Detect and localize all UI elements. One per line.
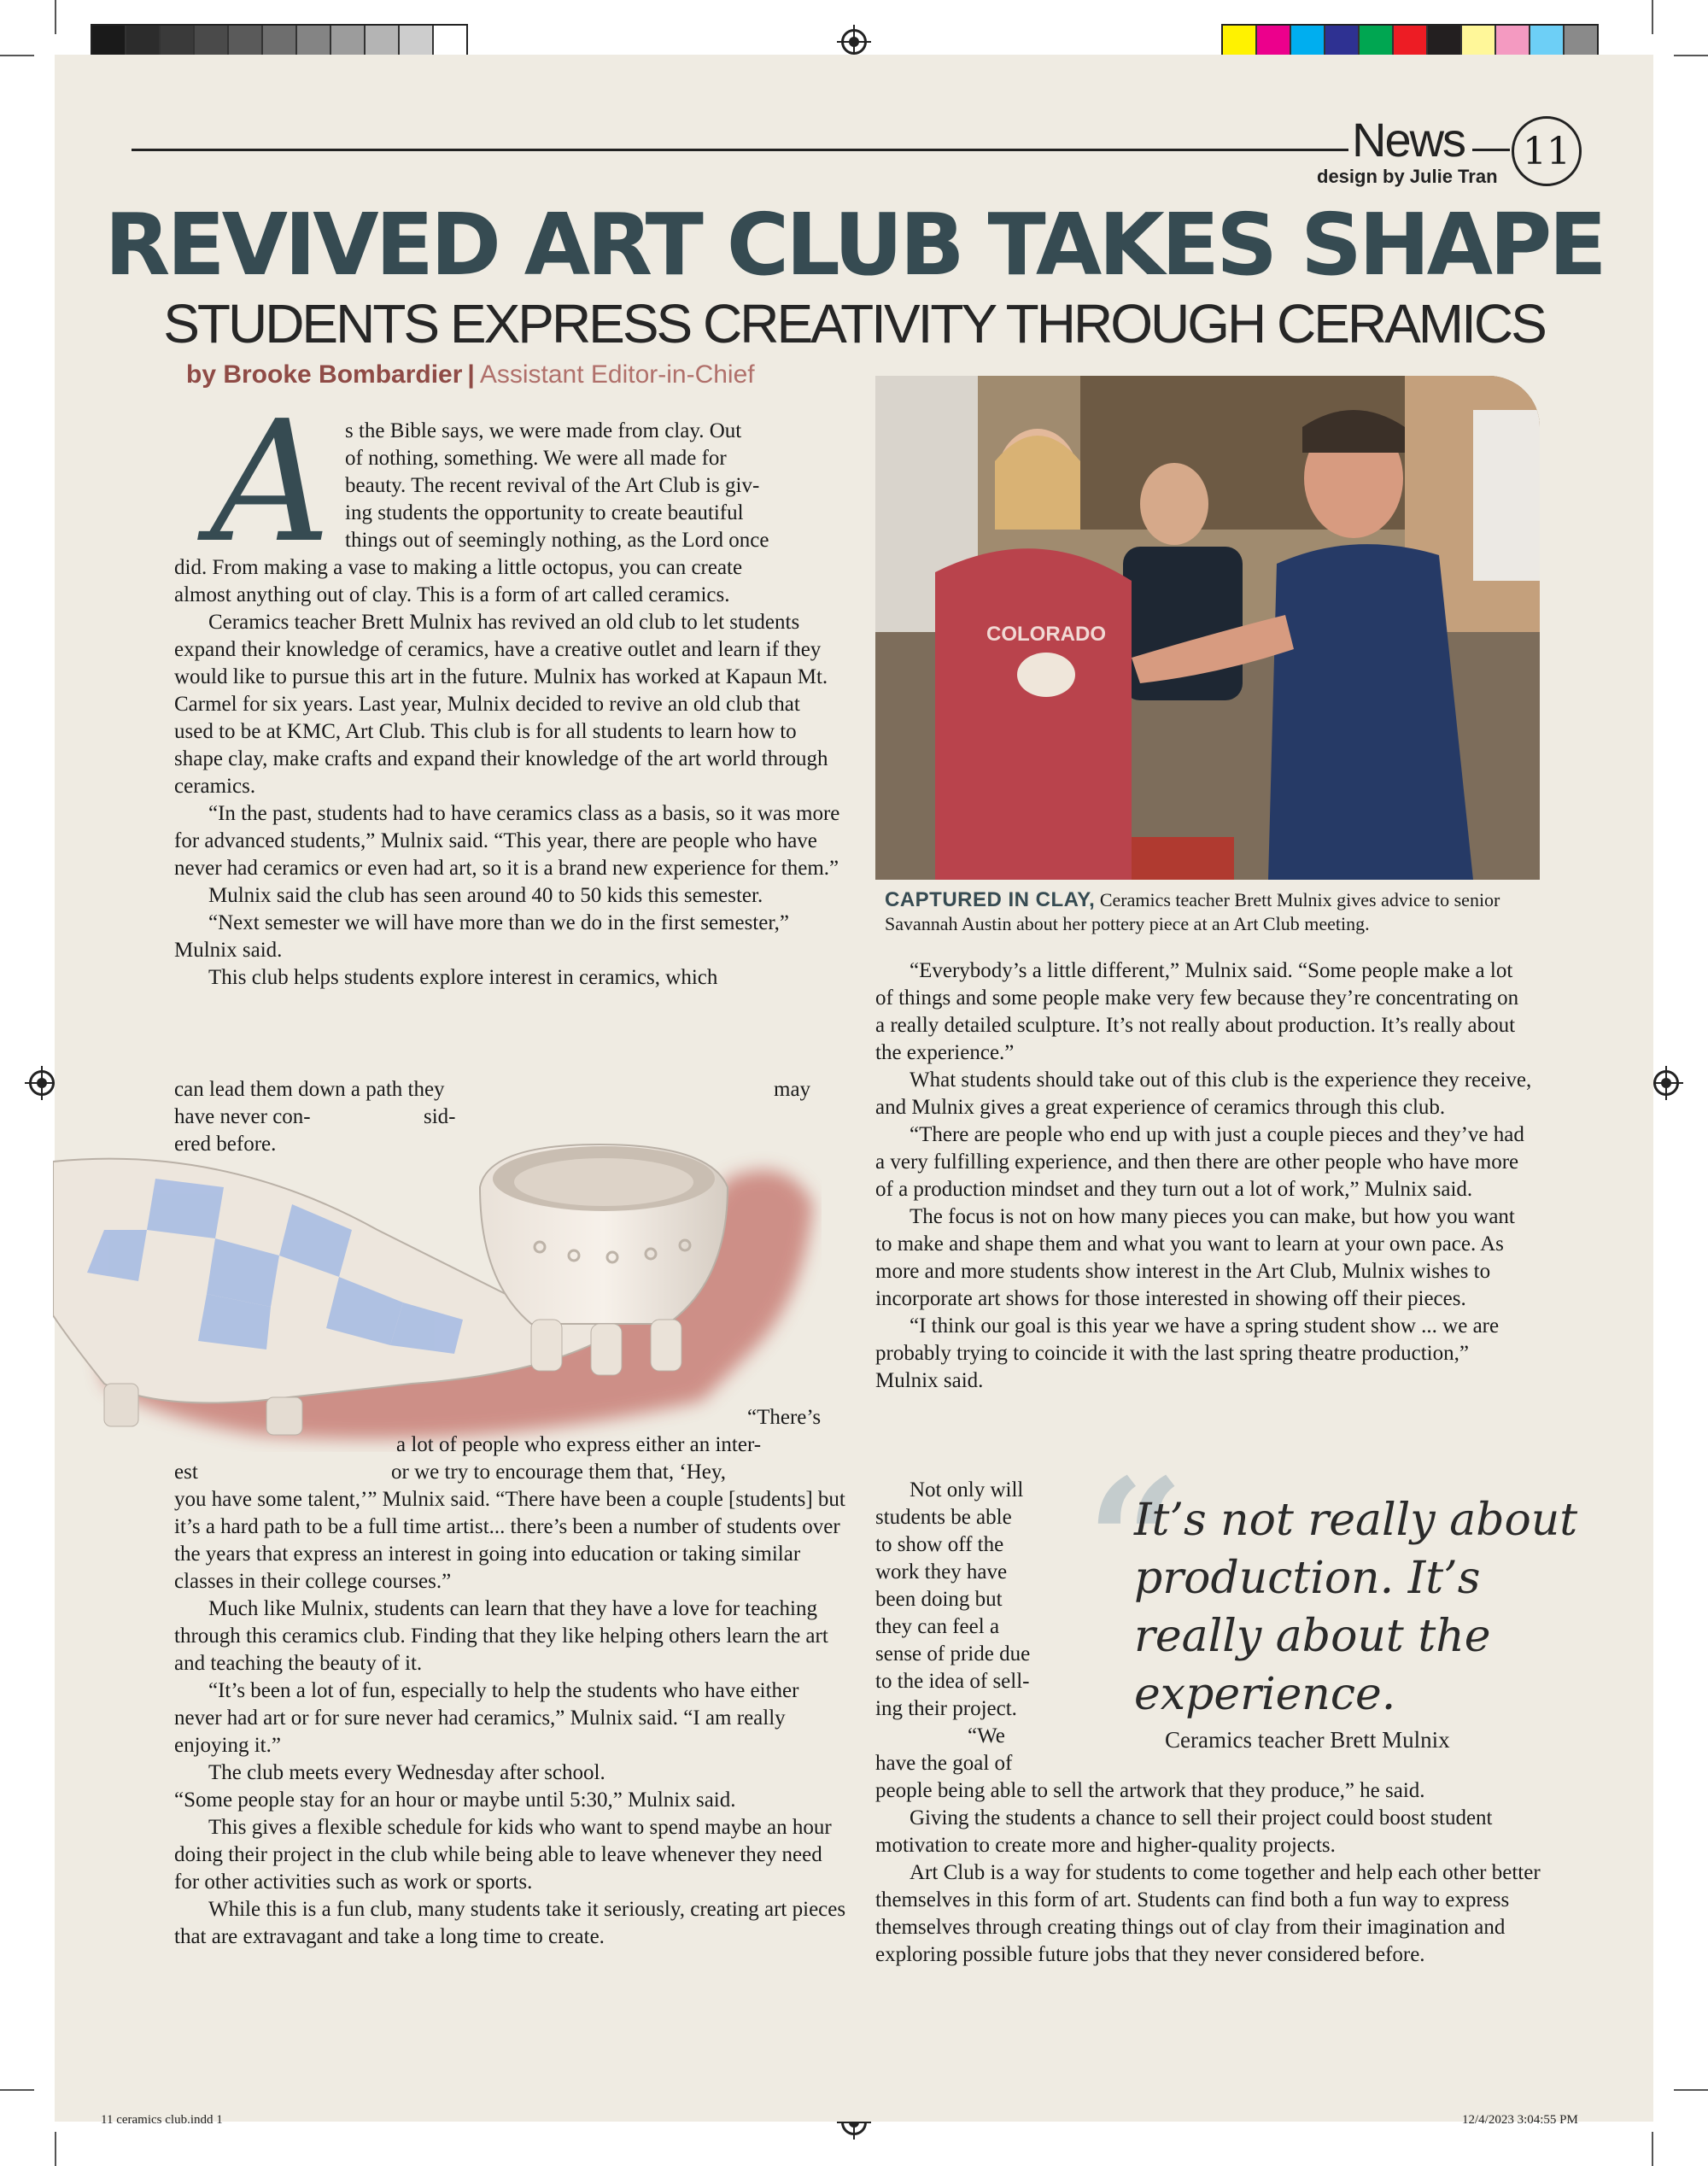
wrap-line: sid- <box>424 1105 456 1128</box>
right-column-narrow <box>875 1477 1097 1777</box>
wrap-line: have never con- <box>174 1105 311 1128</box>
article-paragraph: “Everybody’s a little different,” Mulnix said. “Some people make a lot of things and some people make very few because they’re concentrating on a really detailed sculpture. It’s not really about production. It’s really about the experience.” <box>875 959 1519 1064</box>
article-line: This club helps students explore interest in ceramics, which <box>208 966 718 989</box>
crop-mark <box>55 0 56 34</box>
design-credit: design by Julie Tran <box>1317 166 1498 187</box>
registration-mark-right <box>1653 1070 1679 1096</box>
plate-foot <box>104 1384 138 1426</box>
wrap-line: can lead them down a path they <box>174 1078 445 1101</box>
shirt-text: COLORADO <box>986 623 1106 646</box>
crop-mark <box>1674 2089 1708 2091</box>
article-paragraph: This gives a flexible schedule for kids who want to spend maybe an hour doing their project in the club while being able to leave whenever they need for other activities such as work or sports. <box>174 1816 832 1894</box>
article-paragraph: Art Club is a way for students to come together and help each other better themselves in this form of art. Students can find both a fun way to express themselves through creating things out of clay from their imagination and exploring possible future jobs that they never considered before. <box>875 1861 1541 1966</box>
article-line: Not only will <box>910 1478 1024 1502</box>
pull-quote: It’s not really about production. It’s really about the experience. <box>1134 1495 1578 1720</box>
article-paragraph: “Next semester we will have more than we do in the first semester,” Mulnix said. <box>174 911 790 962</box>
article-line: they can feel a <box>875 1615 1000 1638</box>
article-line: beauty. The recent revival of the Art Club is giv- <box>345 474 760 497</box>
caption-text: Ceramics teacher Brett Mulnix gives advice to senior Savannah Austin about her pottery piece at an Art Club meeting. <box>885 889 1500 934</box>
article-line: things out of seemingly nothing, as the Lord once <box>345 529 769 552</box>
byline-role: Assistant Editor-in-Chief <box>479 360 755 389</box>
bowl-foot <box>531 1320 562 1371</box>
article-line: s the Bible says, we were made from clay. Out <box>345 419 742 442</box>
subheadline: STUDENTS EXPRESS CREATIVITY THROUGH CERAMICS <box>163 293 1545 354</box>
page-number: 11 <box>1512 116 1582 186</box>
article-line: ing their project. <box>875 1697 1017 1720</box>
section-label: News <box>1352 113 1465 167</box>
article-paragraph: “There are people who end up with just a couple pieces and they’ve had a very fulfilling experience, and then there are other people who have more of a production mindset and they turn out a lot of work,” Mulnix said. <box>875 1123 1524 1201</box>
photo-caption <box>885 888 1542 936</box>
byline-author: by Brooke Bombardier <box>186 360 463 389</box>
headline: REVIVED ART CLUB TAKES SHAPE <box>104 195 1604 295</box>
article-line: people being able to sell the artwork that they produce,” he said. <box>875 1779 1425 1802</box>
wrap-line: a lot of people who express either an inter- <box>396 1433 762 1456</box>
article-paragraph: “In the past, students had to have ceramics class as a basis, so it was more for advanced students,” Mulnix said. “This year, there are people who have never had ceramics or even had art, so it is a brand new experience for them.” <box>174 802 840 880</box>
wrap-line: est <box>174 1461 198 1484</box>
club-meeting-photo <box>875 376 1540 880</box>
article-paragraph: “It’s been a lot of fun, especially to help the students who have either never had art or for sure never had ceramics,” Mulnix said. “I am really enjoying it.” <box>174 1679 799 1757</box>
article-paragraph: Mulnix said the club has seen around 40 to 50 kids this semester. <box>208 884 763 907</box>
registration-mark-left <box>29 1070 55 1096</box>
right-column-bottom <box>875 1777 1550 1969</box>
header-rule <box>132 149 1348 151</box>
crop-mark <box>1652 0 1653 34</box>
crop-mark <box>55 2132 56 2166</box>
article-line: did. From making a vase to making a little octopus, you can create <box>174 556 743 579</box>
photo-illustration <box>875 376 1540 880</box>
caption-label: CAPTURED IN CLAY, <box>885 888 1096 911</box>
header-rule-short <box>1472 149 1510 151</box>
pull-quote-attribution: Ceramics teacher Brett Mulnix <box>1165 1727 1450 1753</box>
bowl-foot <box>591 1324 622 1375</box>
article-paragraph: The focus is not on how many pieces you can make, but how you want to make and shape them and what you want to learn at your own pace. As more and more students show interest in the Art Club, Mulnix wishes to incorporate art shows for those interested in showing off their pieces. <box>875 1205 1515 1310</box>
timestamp-slug: 12/4/2023 3:04:55 PM <box>1462 2113 1578 2127</box>
crop-mark <box>1652 2132 1653 2166</box>
ceramics-pieces-image <box>53 1127 822 1452</box>
article-paragraph: Giving the students a chance to sell their project could boost student motivation to create more and higher-quality projects. <box>875 1806 1493 1857</box>
article-line: almost anything out of clay. This is a form of art called ceramics. <box>174 583 730 606</box>
right-column-top <box>875 957 1533 1395</box>
article-line: to show off the <box>875 1533 1004 1556</box>
plate-foot <box>266 1397 302 1435</box>
bowl-foot <box>651 1320 681 1371</box>
crop-mark <box>0 2089 34 2091</box>
article-line: of nothing, something. We were all made for <box>345 447 727 470</box>
article-line: sense of pride due <box>875 1642 1031 1665</box>
left-column-bottom <box>174 1486 849 1951</box>
article-line: been doing but <box>875 1588 1003 1611</box>
wrap-line: ered before. <box>174 1133 277 1156</box>
article-paragraph: Much like Mulnix, students can learn that they have a love for teaching through this ceramics club. Finding that they like helping others learn the art and teaching the beauty of it. <box>174 1597 828 1675</box>
article-line: ing students the opportunity to create beautiful <box>345 501 744 524</box>
article-paragraph: What students should take out of this club is the experience they receive, and Mulnix gives a great experience of ceramics through this club. <box>875 1068 1532 1119</box>
byline-divider: | <box>467 360 475 389</box>
wrap-line: may <box>774 1078 811 1101</box>
article-paragraph: you have some talent,’” Mulnix said. “There have been a couple [students] but it’s a hard path to be a full time artist... there’s been a number of students over the years that express an interest in going into education or taking similar classes in their college courses.” <box>174 1488 845 1593</box>
article-paragraph: “Some people stay for an hour or maybe until 5:30,” Mulnix said. <box>174 1788 736 1812</box>
crop-mark <box>1674 55 1708 56</box>
article-line: have the goal of <box>875 1752 1013 1775</box>
quote-mark-icon: “ <box>1086 1442 1185 1642</box>
drop-cap: A <box>210 385 331 580</box>
article-paragraph: The club meets every Wednesday after school. <box>208 1761 605 1784</box>
article-line: “We <box>968 1724 1005 1747</box>
registration-mark-top <box>841 29 867 55</box>
article-paragraph: “I think our goal is this year we have a spring student show ... we are probably trying to coincide it with the last spring theatre production,” Mulnix said. <box>875 1314 1500 1392</box>
file-slug: 11 ceramics club.indd 1 <box>101 2113 223 2127</box>
left-column-top <box>174 418 857 609</box>
article-line: to the idea of sell- <box>875 1670 1030 1693</box>
article-paragraph: Ceramics teacher Brett Mulnix has revived an old club to let students expand their knowledge of ceramics, have a creative outlet and learn if they would like to pursue this art in the future. Mulnix has worked at Kapaun Mt. Carmel for six years. Last year, Mulnix decided to revive an old club that used to be at KMC, Art Club. This club is for all students to learn how to shape clay, make crafts and expand their knowledge of the art world through ceramics. <box>174 611 828 798</box>
wrap-line: “There’s <box>747 1406 822 1429</box>
left-column-body <box>174 609 840 992</box>
crop-mark <box>0 55 34 56</box>
article-paragraph: While this is a fun club, many students take it seriously, creating art pieces that are extravagant and take a long time to create. <box>174 1898 846 1948</box>
article-line: work they have <box>875 1560 1008 1584</box>
wrap-line: or we try to encourage them that, ‘Hey, <box>391 1461 726 1484</box>
article-line: students be able <box>875 1506 1012 1529</box>
bowl-inner <box>514 1158 693 1206</box>
